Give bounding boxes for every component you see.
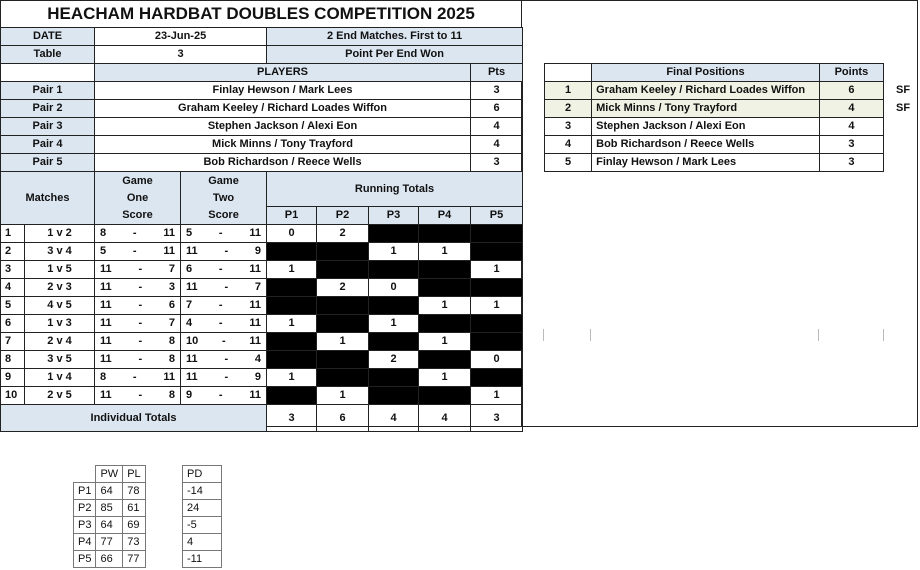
game-one-score — [95, 387, 181, 405]
match-number: 9 — [1, 369, 25, 387]
fp-blank — [545, 64, 592, 82]
blocked-cell — [419, 351, 471, 369]
match-pairing: 4 v 5 — [25, 297, 95, 315]
final-position-points: 3 — [819, 136, 883, 154]
game-two-score — [181, 333, 267, 351]
score-dash: - — [221, 335, 226, 347]
score-a: 11 — [100, 317, 112, 329]
blocked-cell — [369, 369, 419, 387]
game-one-score — [95, 333, 181, 351]
running-totals-header: Running Totals — [267, 172, 523, 207]
score-b: 7 — [168, 317, 176, 329]
blocked-cell — [419, 261, 471, 279]
score-dash: - — [138, 281, 143, 293]
final-position-row — [545, 82, 884, 100]
score-a: 7 — [186, 299, 193, 311]
match-number: 8 — [1, 351, 25, 369]
score-b: 11 — [249, 317, 262, 329]
score-a: 5 — [100, 245, 107, 257]
blocked-cell — [369, 333, 419, 351]
format-line-1: 2 End Matches. First to 11 — [267, 28, 523, 46]
blocked-cell — [369, 387, 419, 405]
p4-header: P4 — [419, 207, 471, 225]
blocked-cell — [317, 315, 369, 333]
stats-row — [74, 517, 146, 534]
game-one-score — [95, 279, 181, 297]
score-b: 9 — [254, 245, 262, 257]
match-row — [1, 369, 523, 387]
match-number: 3 — [1, 261, 25, 279]
game-two-h1: Game — [208, 174, 239, 187]
final-position-name: Stephen Jackson / Alexi Eon — [592, 118, 820, 136]
pair-pts: 4 — [471, 118, 523, 136]
faint-gridline-marks — [543, 329, 913, 341]
pd-row — [183, 517, 222, 534]
game-one-score — [95, 243, 181, 261]
game-one-score — [95, 297, 181, 315]
pair-row — [1, 82, 523, 100]
score-dash: - — [218, 227, 223, 239]
score-a: 11 — [100, 299, 112, 311]
pair-players: Bob Richardson / Reece Wells — [95, 154, 471, 172]
match-pairing: 3 v 5 — [25, 351, 95, 369]
pair-players: Finlay Hewson / Mark Lees — [95, 82, 471, 100]
score-dash: - — [138, 317, 143, 329]
score-b: 11 — [163, 245, 176, 257]
final-positions-header: Final Positions — [592, 64, 820, 82]
p1-header: P1 — [267, 207, 317, 225]
matches-header: Matches — [1, 172, 95, 225]
blocked-cell — [267, 351, 317, 369]
score-b: 11 — [249, 389, 262, 401]
game-two-h2: Two — [212, 191, 235, 204]
running-total-p2: 2 — [317, 279, 369, 297]
score-b: 9 — [254, 371, 262, 383]
score-a: 8 — [100, 371, 107, 383]
score-a: 10 — [186, 335, 199, 347]
score-a: 11 — [186, 371, 198, 383]
game-two-score — [181, 297, 267, 315]
blocked-cell — [369, 297, 419, 315]
final-position-row — [545, 136, 884, 154]
running-total-p5: 0 — [471, 351, 523, 369]
running-total-p3: 1 — [369, 243, 419, 261]
running-total-p1: 1 — [267, 261, 317, 279]
points-header: Points — [819, 64, 883, 82]
blocked-cell — [419, 315, 471, 333]
semi-final-note — [886, 135, 916, 153]
pair-label: Pair 1 — [1, 82, 95, 100]
score-a: 11 — [186, 353, 198, 365]
match-row — [1, 315, 523, 333]
blocked-cell — [317, 369, 369, 387]
stats-pair: P1 — [74, 483, 96, 500]
final-position-row — [545, 100, 884, 118]
p2-header: P2 — [317, 207, 369, 225]
game-two-score — [181, 369, 267, 387]
pd-row — [183, 500, 222, 517]
score-a: 11 — [100, 353, 112, 365]
game-two-score — [181, 261, 267, 279]
score-dash: - — [218, 317, 223, 329]
stats-blank — [74, 466, 96, 483]
running-total-p5: 1 — [471, 261, 523, 279]
players-header: PLAYERS — [95, 64, 471, 82]
points-lost: 69 — [123, 517, 145, 534]
points-difference-table — [182, 465, 222, 568]
blocked-cell — [369, 225, 419, 243]
running-total-p1: 1 — [267, 369, 317, 387]
score-a: 11 — [100, 263, 112, 275]
score-a: 11 — [100, 335, 112, 347]
stats-pair: P4 — [74, 534, 96, 551]
individual-total-p4: 4 — [419, 405, 471, 432]
semi-final-note — [886, 117, 916, 135]
game-two-score — [181, 315, 267, 333]
date-label: DATE — [1, 28, 95, 46]
score-a: 6 — [186, 263, 193, 275]
final-position-row — [545, 154, 884, 172]
match-number: 7 — [1, 333, 25, 351]
game-one-h3: Score — [122, 208, 153, 221]
individual-total-p2: 6 — [317, 405, 369, 432]
game-two-header — [181, 172, 267, 225]
match-pairing: 1 v 4 — [25, 369, 95, 387]
pair-players: Mick Minns / Tony Trayford — [95, 136, 471, 154]
running-total-p3: 0 — [369, 279, 419, 297]
game-one-score — [95, 351, 181, 369]
blocked-cell — [267, 279, 317, 297]
pts-header: Pts — [471, 64, 523, 82]
final-positions-table — [544, 63, 884, 172]
match-pairing: 2 v 3 — [25, 279, 95, 297]
format-line-2: Point Per End Won — [267, 46, 523, 64]
final-position-row — [545, 118, 884, 136]
blocked-cell — [317, 261, 369, 279]
game-one-score — [95, 315, 181, 333]
score-a: 11 — [186, 281, 198, 293]
final-position-points: 4 — [819, 118, 883, 136]
points-difference: 24 — [183, 500, 222, 517]
blocked-cell — [369, 261, 419, 279]
running-total-p4: 1 — [419, 297, 471, 315]
match-number: 2 — [1, 243, 25, 261]
running-total-p3: 1 — [369, 315, 419, 333]
blocked-cell — [471, 243, 523, 261]
pair-label: Pair 5 — [1, 154, 95, 172]
stats-pair: P5 — [74, 551, 96, 568]
match-row — [1, 333, 523, 351]
match-pairing: 3 v 4 — [25, 243, 95, 261]
blocked-cell — [317, 297, 369, 315]
score-b: 7 — [254, 281, 262, 293]
game-one-score — [95, 261, 181, 279]
score-b: 8 — [168, 389, 176, 401]
points-won-lost-table — [73, 465, 146, 568]
running-total-p2: 1 — [317, 387, 369, 405]
score-dash: - — [224, 281, 229, 293]
table-label: Table — [1, 46, 95, 64]
blank-cell — [1, 64, 95, 82]
pair-row — [1, 100, 523, 118]
pair-pts: 3 — [471, 82, 523, 100]
p3-header: P3 — [369, 207, 419, 225]
final-position-points: 3 — [819, 154, 883, 172]
score-dash: - — [224, 371, 229, 383]
semi-final-note: SF — [896, 84, 911, 96]
match-row — [1, 351, 523, 369]
score-dash: - — [132, 245, 137, 257]
final-position-rank: 4 — [545, 136, 592, 154]
points-lost: 78 — [123, 483, 145, 500]
main-table — [0, 27, 523, 432]
score-dash: - — [224, 353, 229, 365]
blocked-cell — [267, 243, 317, 261]
match-row — [1, 297, 523, 315]
individual-totals-label: Individual Totals — [1, 405, 267, 432]
score-a: 8 — [100, 227, 107, 239]
blocked-cell — [471, 315, 523, 333]
pair-label: Pair 4 — [1, 136, 95, 154]
points-won: 85 — [96, 500, 123, 517]
pair-pts: 3 — [471, 154, 523, 172]
final-position-rank: 3 — [545, 118, 592, 136]
pl-header: PL — [123, 466, 145, 483]
running-total-p3: 2 — [369, 351, 419, 369]
running-total-p5: 1 — [471, 387, 523, 405]
points-lost: 77 — [123, 551, 145, 568]
final-position-rank: 1 — [545, 82, 592, 100]
score-b: 11 — [249, 263, 262, 275]
running-total-p4: 1 — [419, 369, 471, 387]
match-row — [1, 243, 523, 261]
game-two-score — [181, 387, 267, 405]
pd-row — [183, 551, 222, 568]
final-position-points: 4 — [819, 100, 883, 118]
running-total-p4: 1 — [419, 333, 471, 351]
score-dash: - — [138, 389, 143, 401]
score-dash: - — [138, 263, 143, 275]
game-two-h3: Score — [208, 208, 239, 221]
pair-row — [1, 136, 523, 154]
pair-row — [1, 118, 523, 136]
final-position-rank: 2 — [545, 100, 592, 118]
score-dash: - — [132, 227, 137, 239]
score-b: 8 — [168, 335, 176, 347]
game-two-score — [181, 225, 267, 243]
score-b: 6 — [168, 299, 176, 311]
pair-players: Graham Keeley / Richard Loades Wiffon — [95, 100, 471, 118]
game-one-h1: Game — [122, 174, 153, 187]
running-total-p5: 1 — [471, 297, 523, 315]
score-b: 11 — [249, 299, 262, 311]
final-position-name: Graham Keeley / Richard Loades Wiffon — [592, 82, 820, 100]
game-two-score — [181, 279, 267, 297]
match-row — [1, 261, 523, 279]
running-total-p1: 0 — [267, 225, 317, 243]
score-dash: - — [218, 263, 223, 275]
blocked-cell — [419, 225, 471, 243]
points-won: 64 — [96, 517, 123, 534]
score-b: 4 — [254, 353, 262, 365]
score-b: 7 — [168, 263, 176, 275]
score-b: 11 — [163, 371, 176, 383]
score-b: 11 — [163, 227, 176, 239]
score-dash: - — [224, 245, 229, 257]
pair-pts: 4 — [471, 136, 523, 154]
game-one-score — [95, 225, 181, 243]
final-position-points: 6 — [819, 82, 883, 100]
game-two-score — [181, 351, 267, 369]
pair-players: Stephen Jackson / Alexi Eon — [95, 118, 471, 136]
running-total-p4: 1 — [419, 243, 471, 261]
pw-header: PW — [96, 466, 123, 483]
pair-label: Pair 2 — [1, 100, 95, 118]
blocked-cell — [471, 279, 523, 297]
running-total-p2: 1 — [317, 333, 369, 351]
final-position-name: Bob Richardson / Reece Wells — [592, 136, 820, 154]
pd-header: PD — [183, 466, 222, 483]
score-a: 11 — [100, 281, 112, 293]
semi-final-note: SF — [896, 102, 911, 114]
match-row — [1, 225, 523, 243]
stats-pair: P2 — [74, 500, 96, 517]
points-difference: -11 — [183, 551, 222, 568]
match-number: 1 — [1, 225, 25, 243]
score-a: 11 — [186, 245, 198, 257]
blocked-cell — [267, 333, 317, 351]
points-won: 77 — [96, 534, 123, 551]
points-won: 66 — [96, 551, 123, 568]
final-position-name: Finlay Hewson / Mark Lees — [592, 154, 820, 172]
score-a: 9 — [186, 389, 193, 401]
stats-row — [74, 534, 146, 551]
blocked-cell — [419, 279, 471, 297]
pd-row — [183, 534, 222, 551]
semi-final-notes — [886, 63, 916, 171]
running-total-p1: 1 — [267, 315, 317, 333]
stats-row — [74, 483, 146, 500]
individual-total-p3: 4 — [369, 405, 419, 432]
date-value: 23-Jun-25 — [95, 28, 267, 46]
blocked-cell — [317, 351, 369, 369]
match-pairing: 1 v 3 — [25, 315, 95, 333]
pair-label: Pair 3 — [1, 118, 95, 136]
score-dash: - — [218, 299, 223, 311]
blocked-cell — [317, 243, 369, 261]
points-difference: -5 — [183, 517, 222, 534]
pair-pts: 6 — [471, 100, 523, 118]
score-dash: - — [218, 389, 223, 401]
score-dash: - — [138, 335, 143, 347]
match-pairing: 1 v 2 — [25, 225, 95, 243]
blocked-cell — [471, 333, 523, 351]
match-number: 6 — [1, 315, 25, 333]
page-title: HEACHAM HARDBAT DOUBLES COMPETITION 2025 — [47, 4, 475, 23]
stats-row — [74, 500, 146, 517]
table-value: 3 — [95, 46, 267, 64]
score-dash: - — [138, 353, 143, 365]
match-pairing: 1 v 5 — [25, 261, 95, 279]
score-a: 11 — [100, 389, 112, 401]
p5-header: P5 — [471, 207, 523, 225]
points-difference: -14 — [183, 483, 222, 500]
score-dash: - — [138, 299, 143, 311]
blocked-cell — [267, 297, 317, 315]
individual-total-p1: 3 — [267, 405, 317, 432]
game-one-h2: One — [126, 191, 149, 204]
pair-row — [1, 154, 523, 172]
match-number: 5 — [1, 297, 25, 315]
semi-final-note — [886, 153, 916, 171]
match-row — [1, 387, 523, 405]
blocked-cell — [471, 369, 523, 387]
score-b: 8 — [168, 353, 176, 365]
blocked-cell — [419, 387, 471, 405]
pd-row — [183, 483, 222, 500]
score-b: 11 — [249, 227, 262, 239]
game-one-header — [95, 172, 181, 225]
blocked-cell — [471, 225, 523, 243]
score-b: 3 — [168, 281, 176, 293]
match-pairing: 2 v 5 — [25, 387, 95, 405]
score-a: 5 — [186, 227, 193, 239]
points-won: 64 — [96, 483, 123, 500]
points-difference: 4 — [183, 534, 222, 551]
stats-pair: P3 — [74, 517, 96, 534]
game-two-score — [181, 243, 267, 261]
blocked-cell — [267, 387, 317, 405]
points-lost: 61 — [123, 500, 145, 517]
match-number: 4 — [1, 279, 25, 297]
match-number: 10 — [1, 387, 25, 405]
final-position-name: Mick Minns / Tony Trayford — [592, 100, 820, 118]
score-dash: - — [132, 371, 137, 383]
stats-row — [74, 551, 146, 568]
match-pairing: 2 v 4 — [25, 333, 95, 351]
final-position-rank: 5 — [545, 154, 592, 172]
game-one-score — [95, 369, 181, 387]
score-a: 4 — [186, 317, 193, 329]
points-lost: 73 — [123, 534, 145, 551]
match-row — [1, 279, 523, 297]
score-b: 11 — [249, 335, 262, 347]
individual-total-p5: 3 — [471, 405, 523, 432]
running-total-p2: 2 — [317, 225, 369, 243]
